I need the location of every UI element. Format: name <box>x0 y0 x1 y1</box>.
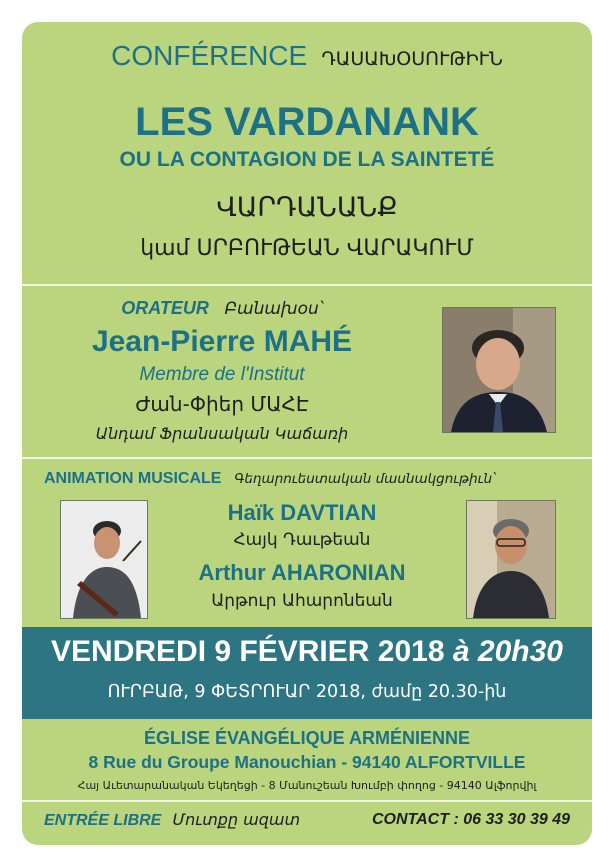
speaker-title-hy: Անդամ Ֆրանսական Կաճառի <box>95 424 349 443</box>
venue-address: 8 Rue du Groupe Manouchian - 94140 ALFORTVILLE <box>88 752 526 772</box>
musician-photo-2 <box>466 500 556 619</box>
divider <box>22 800 592 802</box>
speaker-title-fr: Membre de l'Institut <box>139 364 305 385</box>
poster <box>22 22 592 845</box>
artist1-name: Haïk DAVTIAN <box>227 500 377 525</box>
date-line-hy: ՈՒՐԲԱԹ, 9 ՓԵՏՐՈՒԱՐ 2018, ժամը 20.30-ին <box>107 682 507 702</box>
speaker-label-fr: ORATEUR <box>121 298 209 318</box>
event-subtitle-hy: կամ ՍՐԲՈՒԹԵԱՆ ՎԱՐԱԿՈՒՄ <box>140 236 474 261</box>
contact-info: CONTACT : 06 33 30 39 49 <box>371 811 570 828</box>
guitarist-portrait <box>467 501 555 618</box>
speaker-name-hy: Ժան-Փիեր ՄԱՀԷ <box>135 392 309 416</box>
divider <box>22 457 592 459</box>
event-subtitle: OU LA CONTAGION DE LA SAINTETÉ <box>119 148 495 171</box>
date-banner <box>22 627 592 719</box>
venue-name: ÉGLISE ÉVANGÉLIQUE ARMÉNIENNE <box>143 728 471 748</box>
artist2-name-hy: Արթուր Ահարոնեան <box>211 591 393 611</box>
conference-heading <box>22 40 592 72</box>
entry-info <box>44 810 300 830</box>
music-label-hy: Գեղարուեստական մասնակցութիւն՝ <box>234 471 496 487</box>
speaker-label-row <box>22 298 422 319</box>
venue-address-hy: Հայ Աւետարանական Եկեղեցի - 8 Մանուշեան Խումբի փողոց - 94140 Ալֆորվիլ <box>77 779 537 792</box>
date-line-fr <box>22 635 592 669</box>
entry-label-fr: ENTRÉE LIBRE <box>44 812 162 829</box>
music-label-fr: ANIMATION MUSICALE <box>44 470 222 487</box>
event-title: LES VARDANANK <box>135 100 479 144</box>
conference-label-hy: ԴԱՍԱԽՕՍՈՒԹԻՒՆ <box>321 48 503 70</box>
speaker-photo <box>442 307 556 433</box>
event-title-hy: ՎԱՐԴԱՆԱՆՔ <box>216 192 398 223</box>
musician-photo-1 <box>60 500 148 619</box>
entry-label-hy: Մուտքը ազատ <box>172 810 301 829</box>
speaker-label-hy: Բանախօս՝ <box>224 299 323 319</box>
conference-label-fr: CONFÉRENCE <box>111 40 308 71</box>
speaker-name: Jean-Pierre MAHÉ <box>91 325 353 358</box>
speaker-portrait <box>443 308 555 432</box>
violinist-portrait <box>61 501 147 618</box>
artist2-name: Arthur AHARONIAN <box>198 560 406 585</box>
artist1-name-hy: Հայկ Դաւթեան <box>233 530 371 550</box>
divider <box>22 284 592 286</box>
event-date: VENDREDI 9 FÉVRIER 2018 <box>51 635 445 668</box>
event-time: à 20h30 <box>452 635 563 668</box>
music-label-row <box>44 469 495 488</box>
